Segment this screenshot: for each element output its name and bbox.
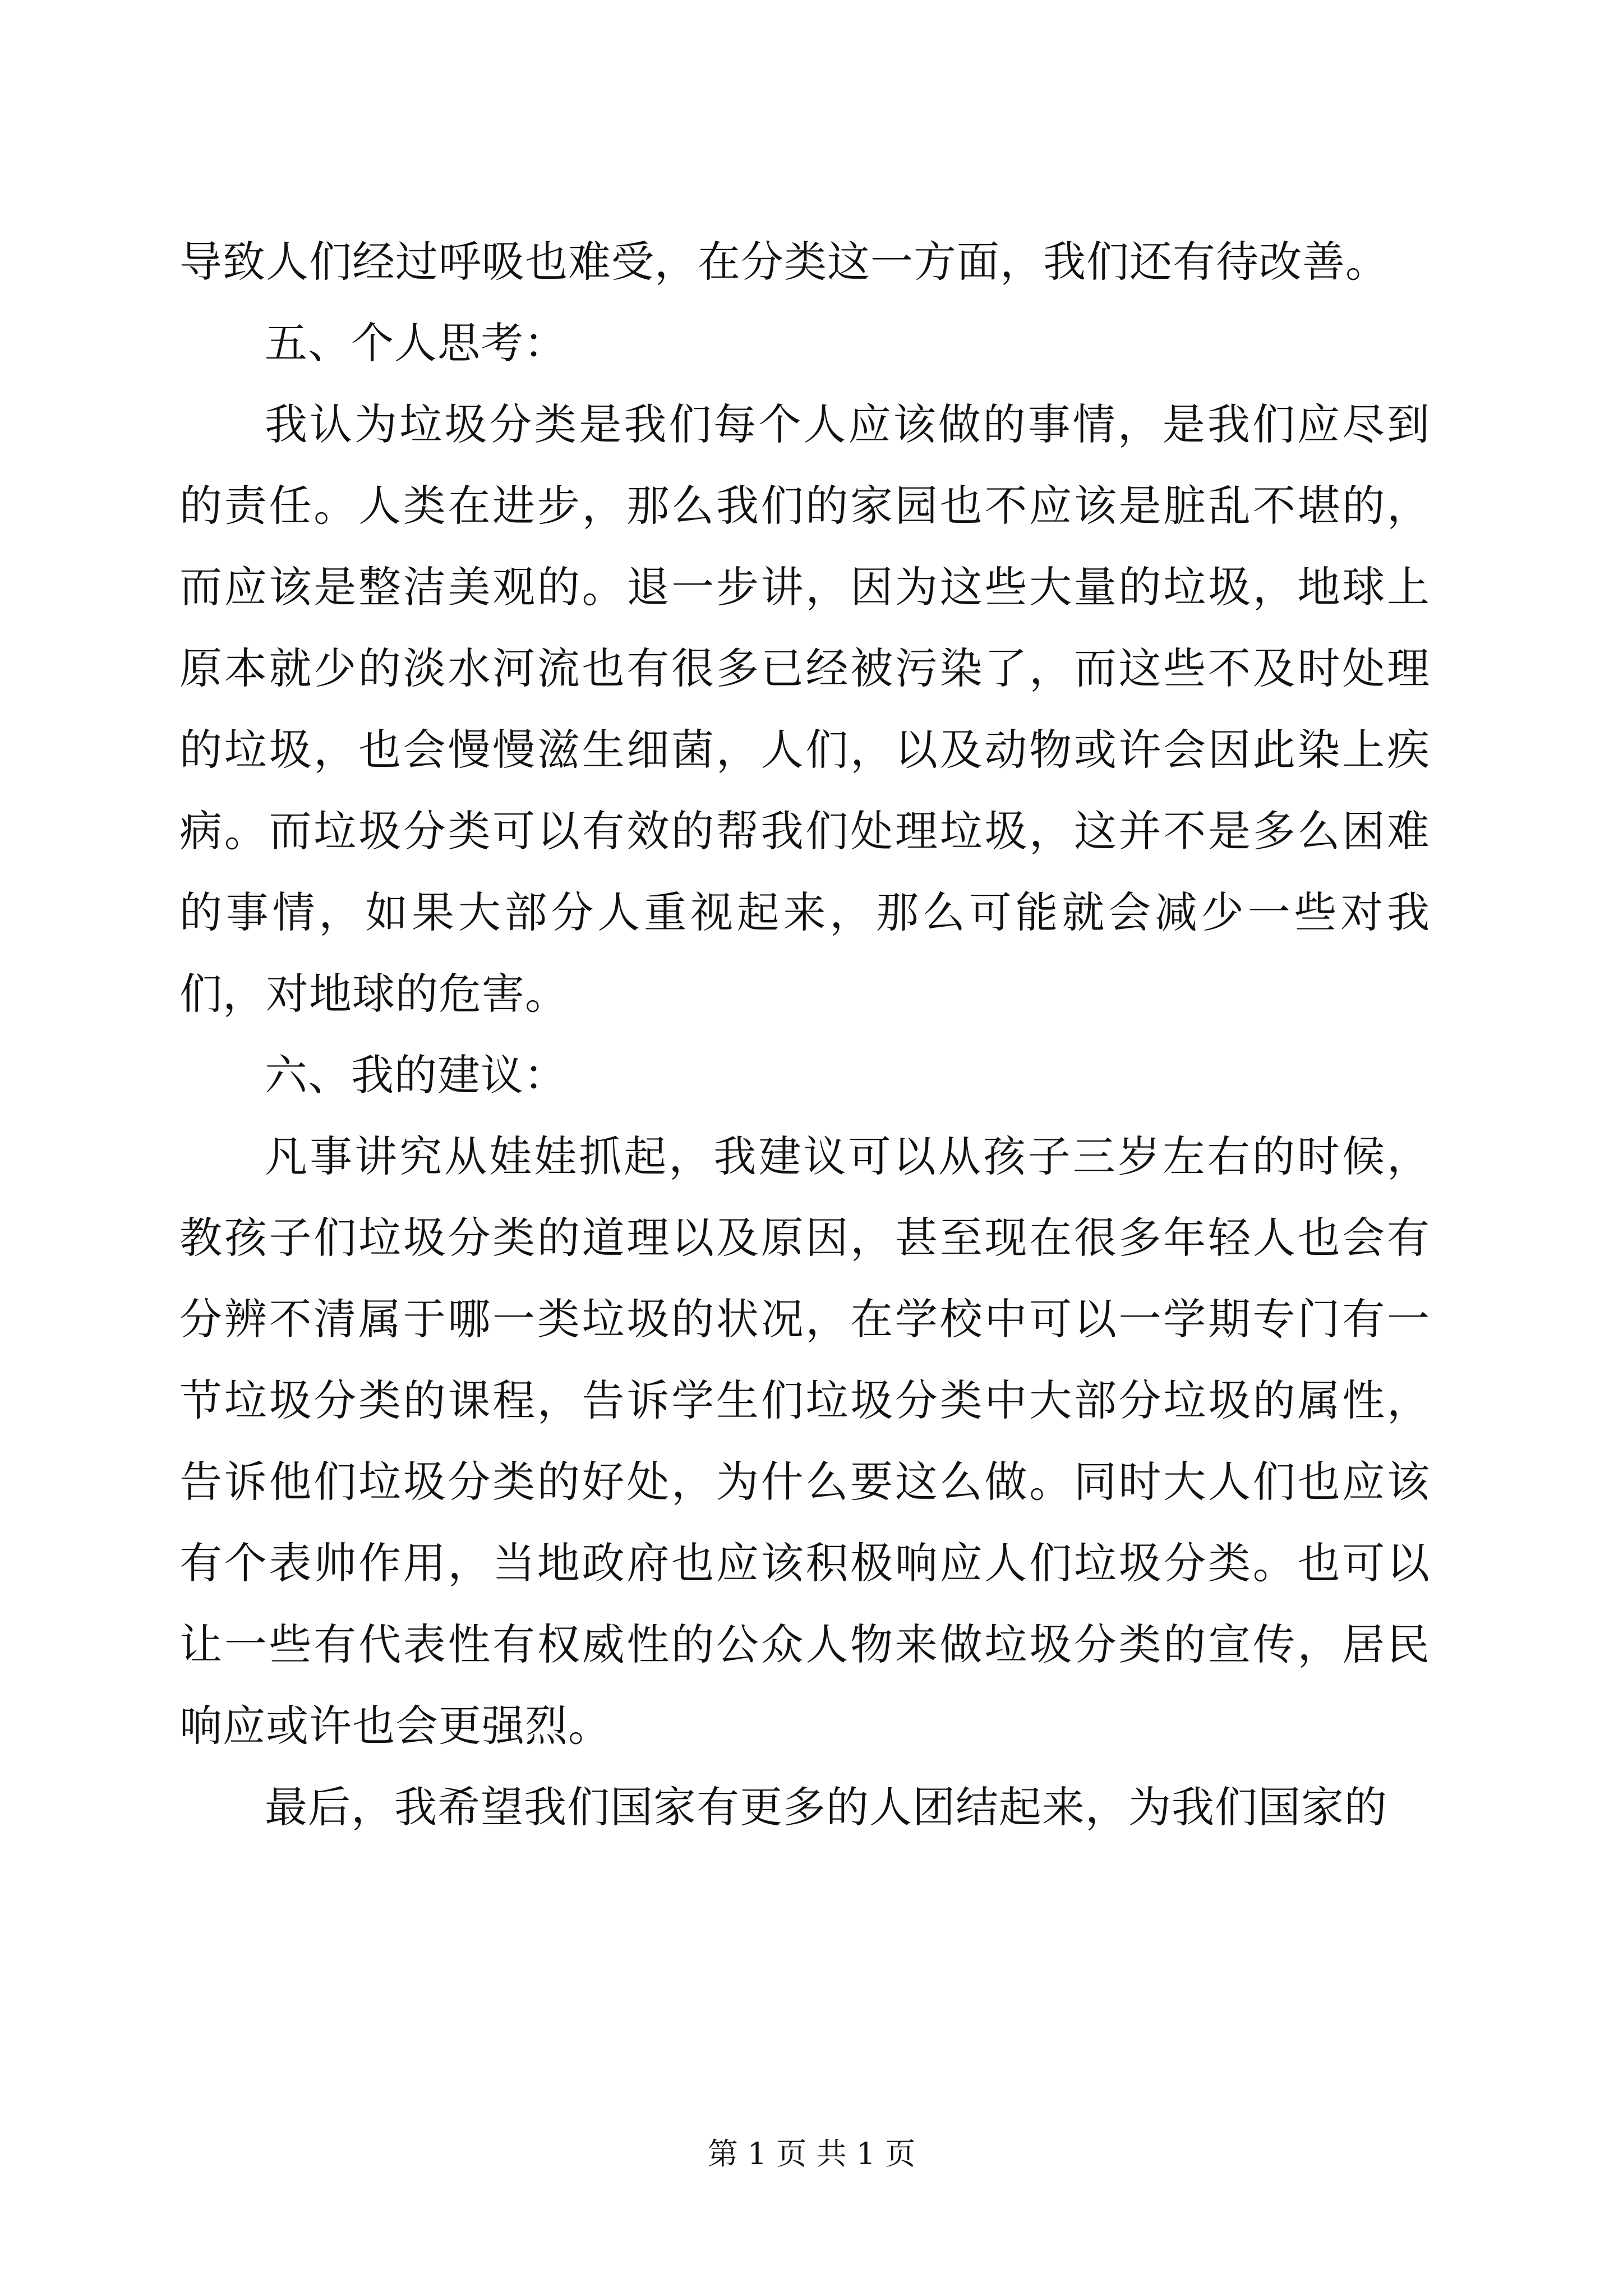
page-footer: 第 1 页 共 1 页: [707, 2136, 916, 2171]
paragraph-suggestions: 凡事讲究从娃娃抓起，我建议可以从孩子三岁左右的时候，教孩子们垃圾分类的道理以及原因，甚至现在很多年轻人也会有分辨不清属于哪一类垃圾的状况，在学校中可以一学期专门有一节垃圾分类的课程，告诉学生们垃圾分类中大部分垃圾的属性，告诉他们垃圾分类的好处，为什么要这么做。同时大人们也应该有个表帅作用，当地政府也应该积极响应人们垃圾分类。也可以让一些有代表性有权威性的公众人物来做垃圾分类的宣传，居民响应或许也会更强烈。: [179, 1131, 1430, 1751]
paragraph-closing: 最后，我希望我们国家有更多的人团结起来，为我们国家的: [265, 1782, 1387, 1832]
section-heading-personal-thoughts: 五、个人思考：: [265, 318, 567, 368]
paragraph-personal-thoughts: 我认为垃圾分类是我们每个人应该做的事情，是我们应尽到的责任。人类在进步，那么我们的家园也不应该是脏乱不堪的，而应该是整洁美观的。退一步讲，因为这些大量的垃圾，地球上原本就少的淡水河流也有很多已经被污染了，而这些不及时处理的垃圾，也会慢慢滋生细菌，人们，以及动物或许会因此染上疾病。而垃圾分类可以有效的帮我们处理垃圾，这并不是多么困难的事情，如果大部分人重视起来，那么可能就会减少一些对我们，对地球的危害。: [179, 399, 1430, 1019]
document-body: [179, 221, 1430, 1848]
paragraph-continuation: 导致人们经过呼吸也难受，在分类这一方面，我们还有待改善。: [179, 237, 1389, 287]
section-heading-suggestions: 六、我的建议：: [265, 1050, 567, 1100]
